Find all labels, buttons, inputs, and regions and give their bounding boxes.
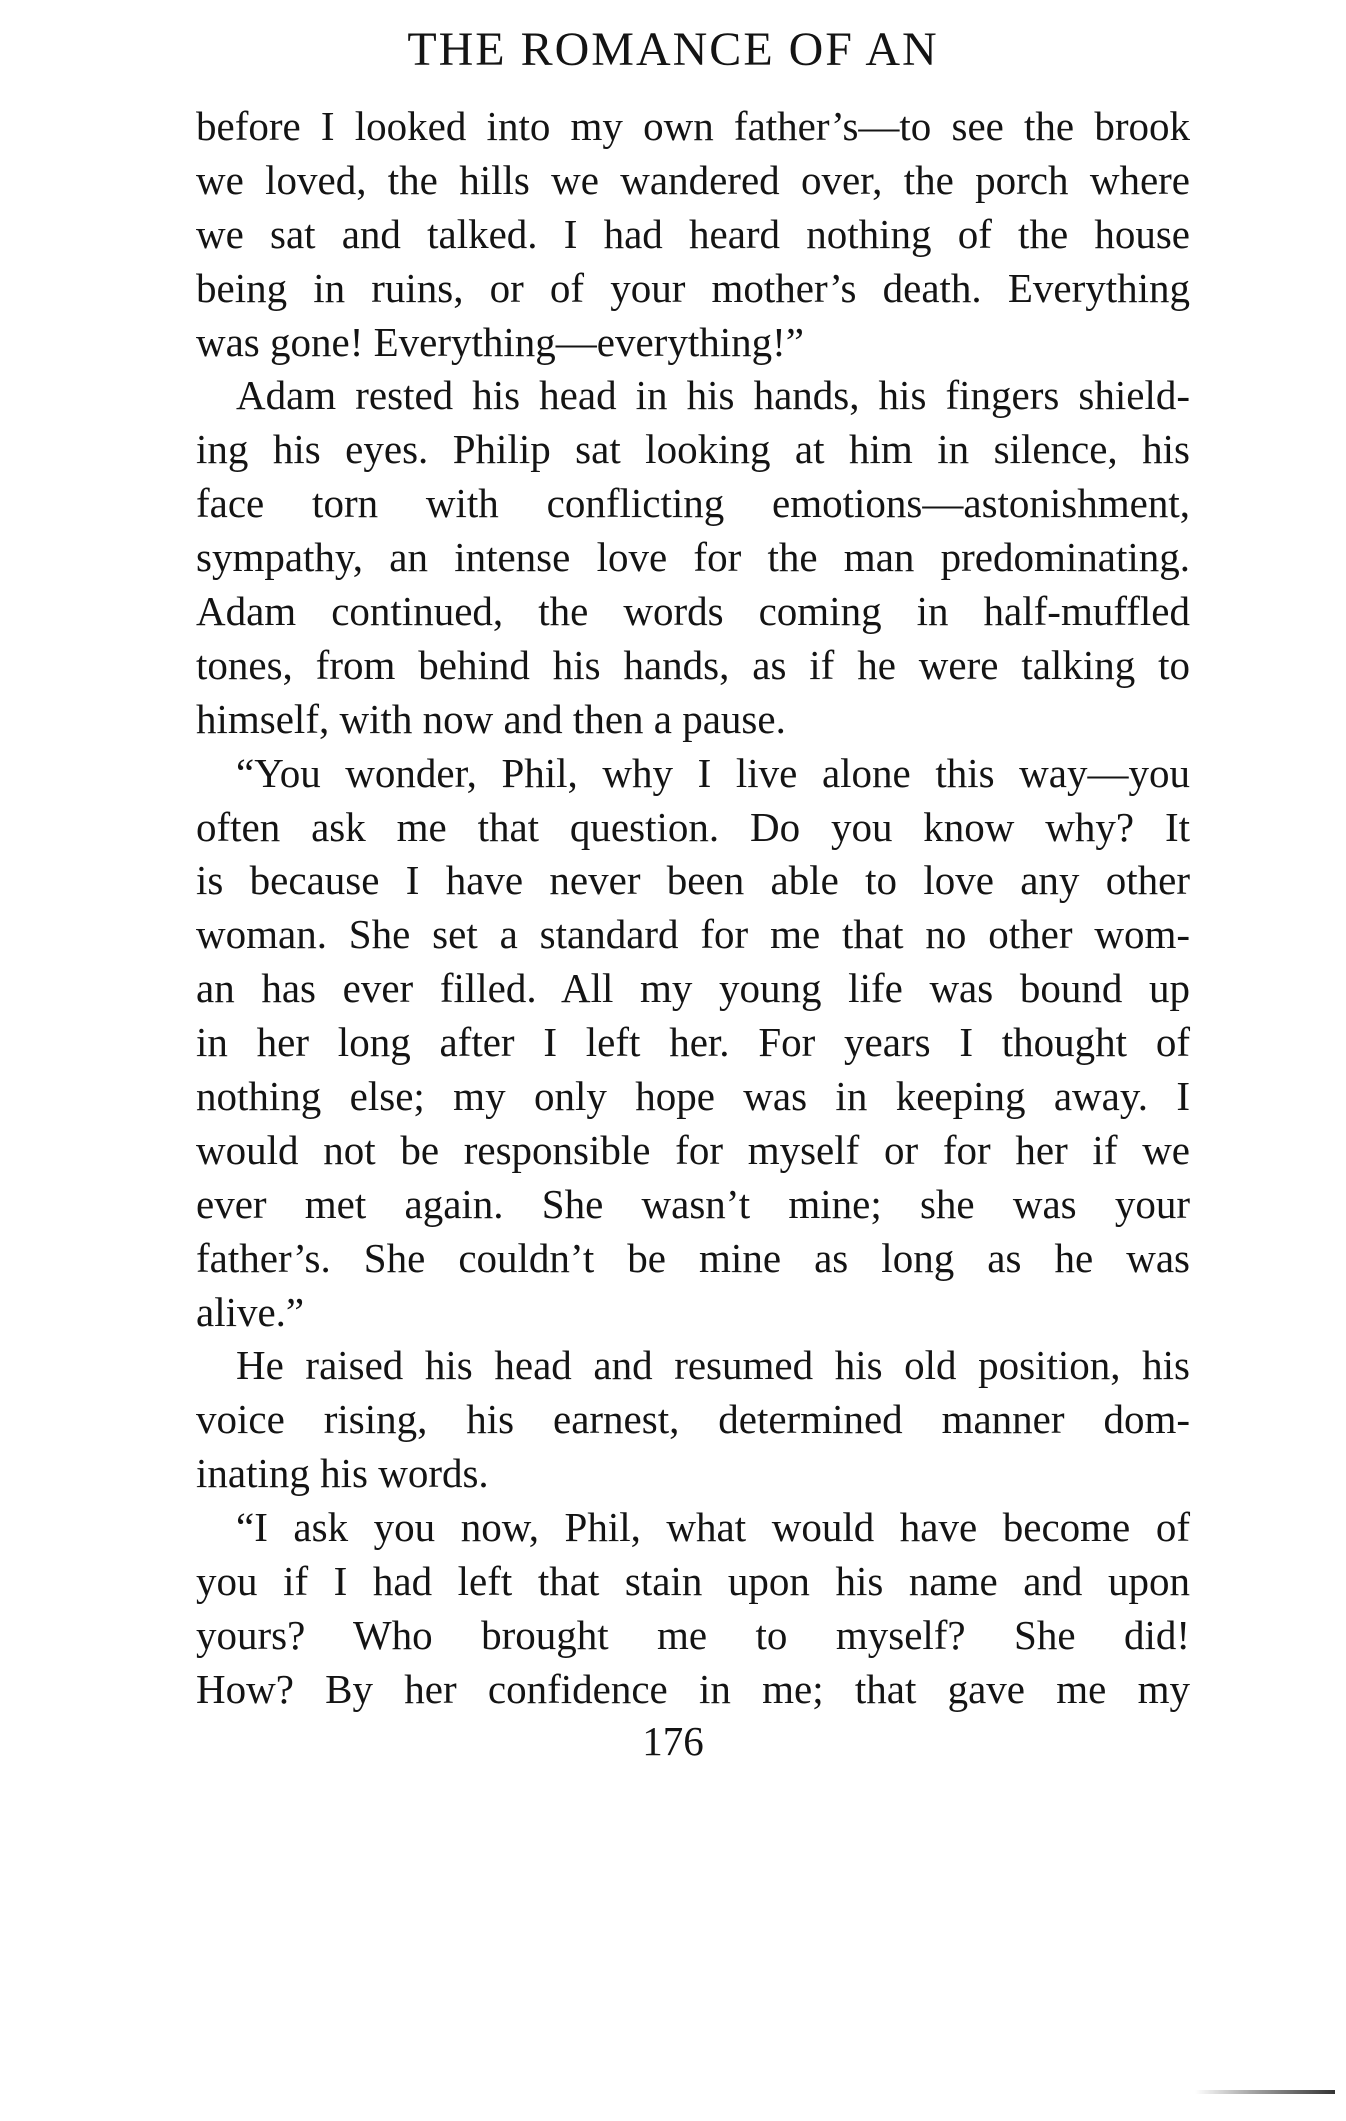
text-line: voice rising, his earnest, determined manner dom- [196,1396,1190,1443]
text-line: ing his eyes. Philip sat looking at him in silence, his [196,426,1190,473]
text-line: sympathy, an intense love for the man predominating. [196,534,1190,581]
text-line: inating his words. [196,1450,489,1497]
text-line: you if I had left that stain upon his name and upon [196,1558,1190,1605]
text-line: being in ruins, or of your mother’s death. Everything [196,264,1190,311]
text-line: father’s. She couldn’t be mine as long as he was [196,1234,1190,1281]
page-edge-shadow [1195,2090,1335,2094]
text-line: How? By her confidence in me; that gave me my [196,1665,1190,1712]
text-line: He raised his head and resumed his old position, his [236,1342,1190,1389]
text-line: ever met again. She wasn’t mine; she was your [196,1180,1190,1227]
text-line: tones, from behind his hands, as if he were talking to [196,641,1190,688]
running-head: THE ROMANCE OF AN [407,23,939,76]
text-line: would not be responsible for myself or for her if we [196,1126,1190,1173]
text-line: before I looked into my own father’s—to see the brook [196,103,1190,149]
text-line: woman. She set a standard for me that no other wom- [196,911,1190,958]
text-line: “You wonder, Phil, why I live alone this way—you [236,749,1190,796]
text-line: yours? Who brought me to myself? She did! [196,1611,1190,1658]
text-line: we loved, the hills we wandered over, the porch where [196,156,1190,203]
text-line: Adam continued, the words coming in half-muffled [196,588,1190,635]
body-text [196,100,1190,1717]
text-line: “I ask you now, Phil, what would have become of [236,1504,1190,1551]
text-line: alive.” [196,1288,305,1335]
text-line: an has ever filled. All my young life was bound up [196,965,1190,1012]
text-line: in her long after I left her. For years I thought of [196,1019,1190,1066]
text-line: often ask me that question. Do you know why? It [196,803,1190,850]
text-line: nothing else; my only hope was in keeping away. I [196,1073,1190,1120]
text-line: was gone! Everything—everything!” [196,318,804,365]
text-line: face torn with conflicting emotions—astonishment, [196,480,1190,527]
page-number: 176 [642,1718,704,1764]
text-line: is because I have never been able to love any other [196,857,1190,904]
text-line: himself, with now and then a pause. [196,695,786,742]
text-line: we sat and talked. I had heard nothing of the house [196,210,1190,257]
text-line: Adam rested his head in his hands, his fingers shield- [236,372,1190,419]
